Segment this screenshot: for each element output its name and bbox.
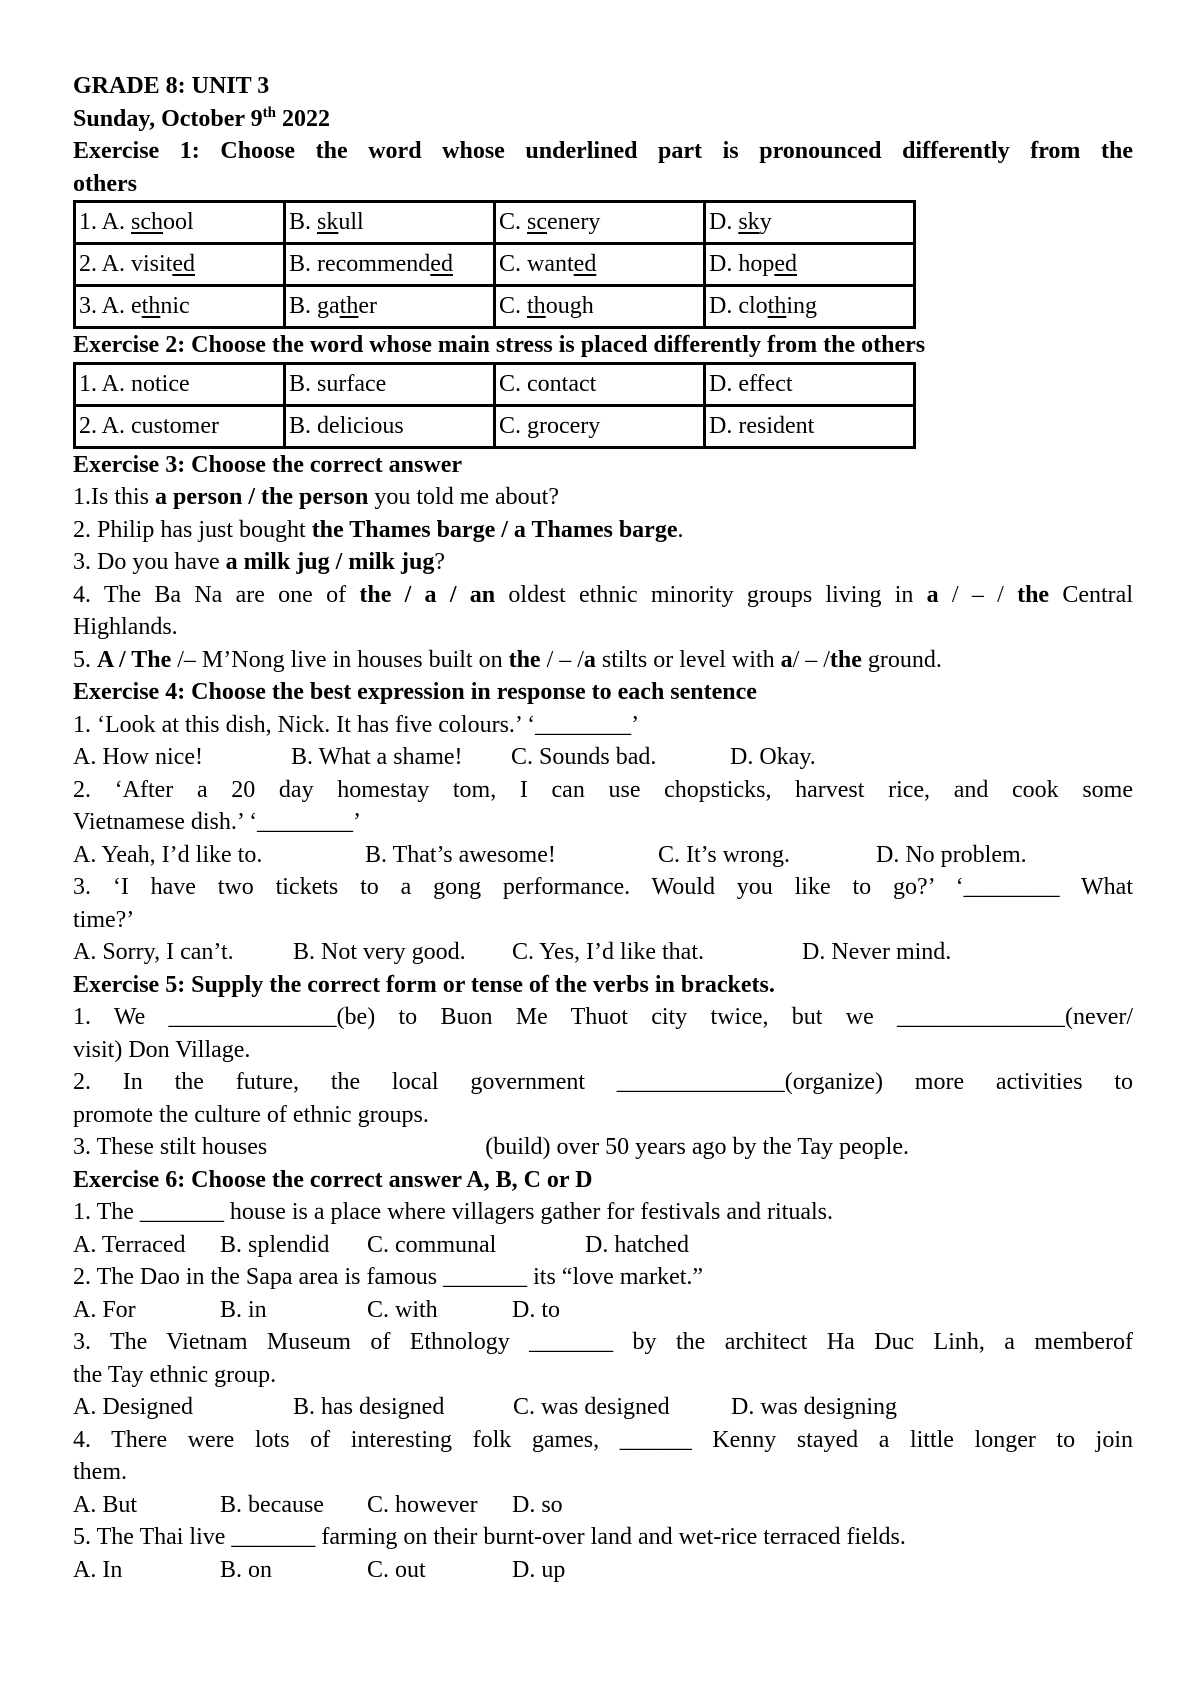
- question-text: 1. ‘Look at this dish, Nick. It has five colours.’ ‘________’: [73, 711, 640, 738]
- answer-options: [73, 1229, 1133, 1262]
- question-text: 4. There were lots of interesting folk games, ______ Kenny stayed a little longer to join: [73, 1426, 1133, 1453]
- table-cell: D. resident: [705, 405, 915, 447]
- question-text: 1. The _______ house is a place where villagers gather for festivals and rituals.: [73, 1199, 833, 1225]
- option-b: B. on: [220, 1556, 273, 1583]
- exercise-1-table: [73, 200, 916, 329]
- question-text: 5. The Thai live _______ farming on their burnt-over land and wet-rice terraced fields.: [73, 1524, 906, 1550]
- option-d: D. Okay.: [730, 744, 816, 770]
- option-c: C. communal: [367, 1231, 497, 1258]
- exercise-2-title: Exercise 2: Choose the word whose main stress is placed differently from the others: [73, 332, 926, 358]
- table-row: [75, 202, 915, 244]
- worksheet-page: [73, 70, 1133, 1586]
- exercise-5-title: Exercise 5: Supply the correct form or tense of the verbs in brackets.: [73, 971, 775, 998]
- question-text: 3. The Vietnam Museum of Ethnology _______ by the architect Ha Duc Linh, a memberof: [73, 1329, 1133, 1355]
- question-text-cont: promote the culture of ethnic groups.: [73, 1101, 429, 1128]
- table-cell: B. recommended: [285, 244, 495, 286]
- table-cell: 1. A. notice: [75, 363, 285, 405]
- answer-options: [73, 1391, 1133, 1424]
- question-text-cont: the Tay ethnic group.: [73, 1361, 277, 1388]
- option-c: C. It’s wrong.: [658, 841, 790, 868]
- option-b: B. because: [220, 1491, 324, 1518]
- option-b: B. has designed: [293, 1394, 445, 1420]
- table-cell: B. delicious: [285, 405, 495, 447]
- question-text: 3. Do you have a milk jug / milk jug?: [73, 549, 445, 575]
- table-cell: C. scenery: [495, 202, 705, 244]
- table-cell: 3. A. ethnic: [75, 286, 285, 328]
- underlined-part: sch: [131, 209, 164, 235]
- question-text: 3. ‘I have two tickets to a gong performance. Would you like to go?’ ‘________ What: [73, 874, 1133, 900]
- option-a: A. How nice!: [73, 744, 203, 770]
- option-a: A. But: [73, 1491, 138, 1518]
- option-d: D. hatched: [585, 1231, 689, 1258]
- answer-options: [73, 1554, 1133, 1587]
- table-cell: 2. A. visited: [75, 244, 285, 286]
- underlined-part: sk: [317, 209, 339, 235]
- underlined-part: th: [527, 293, 546, 319]
- option-d: D. to: [512, 1296, 560, 1323]
- question-text: 5. A / The /– M’Nong live in houses built on the / – /a stilts or level with a/ – /the ground.: [73, 646, 942, 673]
- underlined-part: th: [767, 293, 787, 319]
- table-cell: 2. A. customer: [75, 405, 285, 447]
- question-text-cont: them.: [73, 1459, 127, 1485]
- answer-options: [73, 741, 1133, 774]
- option-c: C. with: [367, 1296, 438, 1323]
- table-cell: C. contact: [495, 363, 705, 405]
- question-text: 3. These stilt houses (build) over 50 years ago by the Tay people.: [73, 1134, 909, 1160]
- question-text: 1.Is this a person / the person you told me about?: [73, 484, 559, 510]
- worksheet-title: GRADE 8: UNIT 3: [73, 73, 270, 99]
- option-a: A. For: [73, 1296, 136, 1323]
- table-cell: D. hoped: [705, 244, 915, 286]
- option-c: C. Sounds bad.: [511, 744, 657, 770]
- option-b: B. in: [220, 1296, 267, 1323]
- table-row: [75, 244, 915, 286]
- exercise-1-title: Exercise 1: Choose the word whose underlined part is pronounced differently from the: [73, 138, 1133, 164]
- table-row: [75, 286, 915, 328]
- answer-options: [73, 1489, 1133, 1522]
- underlined-part: ed: [430, 251, 453, 277]
- answer-options: [73, 1294, 1133, 1327]
- underlined-part: th: [141, 293, 161, 319]
- underlined-part: ed: [172, 251, 196, 277]
- question-text-cont: time?’: [73, 906, 135, 933]
- table-cell: B. surface: [285, 363, 495, 405]
- underlined-part: sc: [527, 209, 548, 235]
- table-cell: D. clothing: [705, 286, 915, 328]
- option-d: D. so: [512, 1491, 563, 1518]
- table-cell: B. skull: [285, 202, 495, 244]
- option-c: C. however: [367, 1491, 478, 1518]
- table-cell: B. gather: [285, 286, 495, 328]
- table-cell: D. sky: [705, 202, 915, 244]
- option-a: A. Sorry, I can’t.: [73, 939, 234, 965]
- question-text: 2. In the future, the local government ______________(organize) more activities to: [73, 1069, 1133, 1095]
- question-text: 2. Philip has just bought the Thames barge / a Thames barge.: [73, 516, 684, 543]
- exercise-6-title: Exercise 6: Choose the correct answer A, B, C or D: [73, 1166, 593, 1193]
- table-cell: C. grocery: [495, 405, 705, 447]
- underlined-part: ed: [774, 251, 797, 277]
- underlined-part: sk: [738, 209, 760, 235]
- question-text: 2. ‘After a 20 day homestay tom, I can use chopsticks, harvest rice, and cook some: [73, 776, 1133, 803]
- question-text: Highlands.: [73, 614, 178, 640]
- table-cell: C. though: [495, 286, 705, 328]
- option-a: A. Terraced: [73, 1231, 186, 1258]
- table-row: [75, 363, 915, 405]
- question-text: 1. We ______________(be) to Buon Me Thuot city twice, but we ______________(never/: [73, 1004, 1133, 1030]
- exercise-3-title: Exercise 3: Choose the correct answer: [73, 451, 462, 478]
- answer-options: [73, 839, 1133, 872]
- worksheet-date: Sunday, October 9th 2022: [73, 104, 330, 132]
- answer-options: [73, 936, 1133, 969]
- exercise-3-items: [73, 481, 1133, 676]
- table-row: [75, 405, 915, 447]
- option-c: C. out: [367, 1556, 426, 1583]
- underlined-part: ed: [573, 251, 597, 277]
- question-text: 2. The Dao in the Sapa area is famous _______ its “love market.”: [73, 1264, 704, 1290]
- option-c: C. Yes, I’d like that.: [512, 939, 704, 965]
- table-cell: C. wanted: [495, 244, 705, 286]
- table-cell: D. effect: [705, 363, 915, 405]
- option-b: B. Not very good.: [293, 939, 466, 965]
- exercise-4-title: Exercise 4: Choose the best expression in response to each sentence: [73, 679, 757, 705]
- option-c: C. was designed: [513, 1394, 670, 1420]
- option-d: D. up: [512, 1556, 566, 1583]
- question-text-cont: Vietnamese dish.’ ‘________’: [73, 809, 362, 835]
- question-text: 4. The Ba Na are one of the / a / an oldest ethnic minority groups living in a / – / the Central: [73, 581, 1133, 608]
- option-d: D. No problem.: [876, 841, 1027, 868]
- option-d: D. was designing: [731, 1394, 897, 1420]
- table-cell: 1. A. school: [75, 202, 285, 244]
- option-a: A. Yeah, I’d like to.: [73, 841, 263, 868]
- exercise-1-title-cont: others: [73, 170, 137, 197]
- option-a: A. In: [73, 1556, 123, 1583]
- option-b: B. That’s awesome!: [365, 841, 556, 868]
- question-text-cont: visit) Don Village.: [73, 1036, 251, 1063]
- option-d: D. Never mind.: [802, 939, 952, 965]
- option-a: A. Designed: [73, 1394, 193, 1420]
- exercise-2-table: [73, 362, 916, 449]
- option-b: B. What a shame!: [291, 744, 463, 770]
- option-b: B. splendid: [220, 1231, 330, 1258]
- underlined-part: th: [339, 293, 359, 319]
